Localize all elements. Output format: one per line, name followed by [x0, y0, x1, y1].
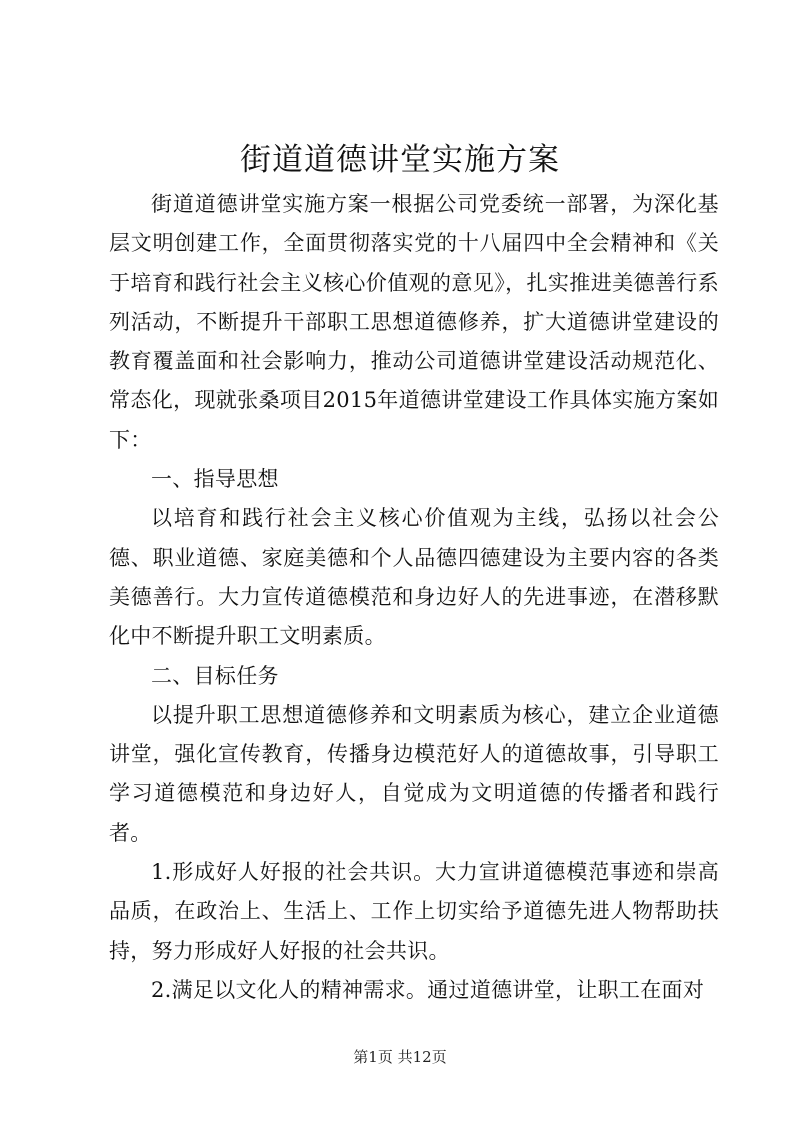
- intro-paragraph: 街道道德讲堂实施方案一根据公司党委统一部署，为深化基层文明创建工作，全面贯彻落实党的十八届四中全会精神和《关于培育和践行社会主义核心价值观的意见》，扎实推进美德善行系列活动，不断提升干部职工思想道德修养，扩大道德讲堂建设的教育覆盖面和社会影响力，推动公司道德讲堂建设活动规范化、常态化，现就张桑项目2015年道德讲堂建设工作具体实施方案如下：: [109, 192, 719, 452]
- section-heading-guiding-ideology: 一、指导思想: [151, 467, 279, 492]
- document-title: 街道道德讲堂实施方案: [240, 142, 560, 178]
- item-1-paragraph: 1.形成好人好报的社会共识。大力宣讲道德模范事迹和崇高品质，在政治上、生活上、工作上切实给予道德先进人物帮助扶持，努力形成好人好报的社会共识。: [109, 860, 719, 963]
- section-heading-goals-tasks: 二、目标任务: [151, 663, 279, 688]
- guiding-ideology-paragraph: 以培育和践行社会主义核心价值观为主线，弘扬以社会公德、职业道德、家庭美德和个人品德四德建设为主要内容的各类美德善行。大力宣传道德模范和身边好人的先进事迹，在潜移默化中不断提升职工文明素质。: [109, 506, 719, 649]
- item-2-paragraph: 2.满足以文化人的精神需求。通过道德讲堂，让职工在面对: [151, 977, 705, 1002]
- page-number-footer: 第1页 共12页: [353, 1048, 447, 1066]
- goals-tasks-paragraph: 以提升职工思想道德修养和文明素质为核心，建立企业道德讲堂，强化宣传教育，传播身边模范好人的道德故事，引导职工学习道德模范和身边好人，自觉成为文明道德的传播者和践行者。: [109, 702, 719, 845]
- document-body: [109, 185, 719, 1010]
